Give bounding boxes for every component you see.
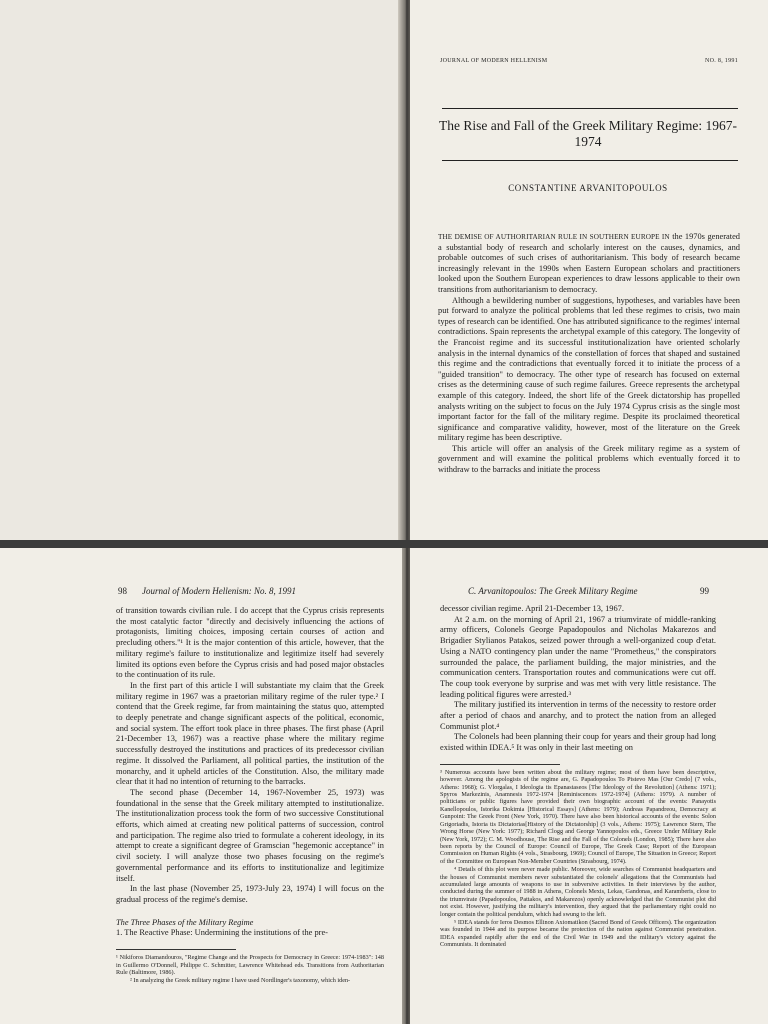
- paragraph: decessor civilian regime. April 21-December 13, 1967.: [440, 604, 624, 613]
- page-98-body: [116, 606, 384, 985]
- paragraph: In the last phase (November 25, 1973-July 23, 1974) I will focus on the gradual process of the regime's demise.: [116, 884, 384, 904]
- paragraph: The military justified its intervention in terms of the necessity to restore order after a period of chaos and anarchy, and to protect the nation from an alleged Communist plot.⁴: [440, 700, 716, 731]
- footnote: ² In analyzing the Greek military regime I have used Nordlinger's taxonomy, which iden-: [130, 977, 351, 985]
- page-99-body: [440, 604, 716, 949]
- title-rule-bottom: [442, 160, 738, 161]
- paragraph: The second phase (December 14, 1967-November 25, 1973) was foundational in the sense that the Greek military attempted to institutionalize. The institutionalization process took the form of two successive Constitutional efforts, which aimed at creating new political patterns of succession, control and participation. The regime also tried to formulate a coherent ideology, in its attempt to create a significant degree of Gramscian "hegemonic acceptance" in civil society. I will analyze those two phases focusing on the regime's governmental performance and its efforts to institutionalize and legitimize itself.: [116, 787, 384, 883]
- running-title: Journal of Modern Hellenism: No. 8, 1991: [142, 586, 296, 596]
- subsection-heading: 1. The Reactive Phase: Undermining the institutions of the pre-: [116, 928, 328, 938]
- page-number: 99: [700, 586, 709, 596]
- paragraph: of transition towards civilian rule. I do accept that the Cyprus crisis represents the most catalytic factor "directly and decisively influencing the actions of protagonists, limiting choices, imposing certain courses of action and precluding others."¹ It is the major contention of this article, however, that the military regime's failure to institutionalize and legitimize itself had severely limited its options even before the Cyprus crisis and had posed major obstacles to the continuation of its rule.: [116, 606, 384, 680]
- journal-header: JOURNAL OF MODERN HELLENISM: [440, 58, 548, 64]
- page-number: 98: [118, 586, 127, 596]
- running-title: C. Arvanitopoulos: The Greek Military Regime: [468, 586, 638, 596]
- paragraph: Although a bewildering number of suggestions, hypotheses, and variables have been put forward to analyze the political problems that led these regimes to crisis, two main types of research can be identified. One has attributed significance to the regimes' internal contradictions. Spain represents the archetypal example of this category. The longevity of the Francoist regime and its successful institutionalization have oriented scholarly analysis in the internal dynamics of the constellation of forces that shaped and sustained this regime and the contradictions that eventually forced it to initiate the process of a "guided transition" to democracy. The other type of research has focused on external crises as the determining cause of such regime failures. Greece represents the archetypal example of this category. Indeed, the short life of the Greek dictatorship has propelled analysts writing on the subject to focus on the July 1974 Cyprus crisis as the single most important factor for the fall of the military regime. Despite its proclaimed theoretical significance and comparative validity, however, most of the literature on the Greek military regime has been descriptive.: [438, 295, 740, 443]
- paragraph: The Colonels had been planning their coup for years and their group had long existed within IDEA.⁵ It was only in their last meeting on: [440, 732, 716, 753]
- footnote: ³ Numerous accounts have been written about the military regime; most of them have been descriptive, however. Among the apologists of the regime are, G. Papadopoulos To Pistevo Mas [Our Credo] (7 vols., Athens: 1968); G. Vlorgalas, I Ideologia tis Epanastaseos [The Ideology of the Revolution] (Athens: 1971); Spyros Markezinis, Anamnesis 1972-1974 [Reminiscences 1972-1974] (Athens: 1979). A number of politicians or public figures have provided their own biographic account of the events: Panayotis Kanellopoulos, Istorika Dokimia [Historical Essays] (Athens: 1979); Andreas Papandreou, Democracy at Gunpoint: The Greek Front (New York, 1970). There have also been historical accounts of the events: Solon Grigoriadis, Istoria tis Dictatorias[History of the Dictatorship] (3 vols., Athens: 1975); Lawrence Stern, The Wrong Horse (New York: 1977); Richard Clogg and George Yannopoulos eds., Greece Under Military Rule (New York, 1972); C. M. Woodhouse, The Rise and the Fall of the Colonels (London, 1985); There have also been reports by the Council of Europe: Council of Europe, The Greek Case; Report of the European Commission on Human Rights (4 vols., Strasbourg, 1969); Council of Europe, The Situation in Greece; Report of the Committee on European Non-Member Countries (Strasbourg, 1974).: [440, 768, 716, 865]
- blank-facing-page: [0, 0, 402, 540]
- article-first-page: [410, 0, 768, 540]
- paragraph-text: the 1970s generated a substantial body of research and scholarly interest on the causes, dynamics, and probable outcomes of such crises of authoritarianism. This body of research became increasingly relevant in the 1990s when Eastern European scholars and practitioners looked upon the Southern European experiences to draw lessons applicable to their own transitions from authoritarianism to democracy.: [438, 232, 740, 294]
- footnote: ¹ Nikiforos Diamandouros, "Regime Change and the Prospects for Democracy in Greece: 1974-1983": 148 in Guillermo O'Donnell, Philippe C. Schmitter, Lawrence Whitehead eds. Transitions from Authoritarian Rule (Baltimore, 1986).: [116, 954, 384, 976]
- lead-paragraph: [438, 232, 740, 296]
- title-rule-top: [442, 108, 738, 109]
- section-heading: The Three Phases of the Military Regime: [116, 917, 254, 927]
- footnote: ⁵ IDEA stands for Ieros Desmos Ellinon Axiomatikon (Sacred Bond of Greek Officers). The organization was founded in 1944 and its purpose became the protection of the nation against Communist penetration. IDEA expanded rapidly after the end of the Civil War in 1949 and the military's victory against the Communists. It dominated: [440, 918, 716, 949]
- article-body: [438, 232, 740, 476]
- footnote-rule: [440, 764, 560, 765]
- footnote: ⁴ Details of this plot were never made public. Moreover, wide searches of Communist headquarters and the houses of Communist members never substantiated the colonels' allegations that the Communists had accumulated large amounts of weapons to use in subversive activities. In their interviews by the author, conducted during the summer of 1988 in Athens, Colonels Mexis, Lekas, Gandonas, and Karamberis, close to the triumvirate (Papadopoulos, Pattakos, and Makarezos) openly acknowledged that the Communist plot did not exist. However, justifying the military's intervention, they argued that the parliamentary right could no longer contain the political pendulum, which had swung to the left.: [440, 866, 716, 918]
- footnote-rule: [116, 949, 236, 950]
- paragraph: In the first part of this article I will substantiate my claim that the Greek military regime in 1967 was a praetorian military regime of the ruler type.² I contend that the Greek regime, far from maintaining the status quo, attempted to deeply penetrate and change significant aspects of the political, economic, and social system. The effort took place in three phases. The first phase (April 21-December 13, 1967) was a reactive phase where the military regime successfully destroyed the institutions and practices of its predecessor civilian regime. It dissolved the Parliament, all political parties, the institution of the monarchy, and it upheld articles of the Constitution. Also, the military made clear that it had no intention of returning to the barracks.: [116, 680, 384, 787]
- lead-caps: THE DEMISE OF AUTHORITARIAN RULE IN SOUTHERN EUROPE IN: [438, 233, 670, 241]
- page-99: [410, 548, 768, 1024]
- scan-separator: [0, 540, 768, 548]
- article-author: CONSTANTINE ARVANITOPOULOS: [508, 183, 668, 193]
- paragraph: At 2 a.m. on the morning of April 21, 1967 a triumvirate of middle-ranking army officers, Colonels George Papadopoulos and Nicholas Makarezos and Brigadier Stylianos Patakos, seized power through a well-organized coup d'etat. Using a NATO contingency plan under the name "Prometheus," the conspirators surrounded the palace, the parliament building, the major ministries, and the communication centers. Transportation routes and communications were cut off. The coup took everyone by surprise and was met with very little resistance. The leading political figures were arrested.³: [440, 614, 716, 699]
- paragraph: This article will offer an analysis of the Greek military regime as a system of government and will examine the political problems which eventually forced it to withdraw to the barracks and initiate the process: [438, 443, 740, 475]
- page-98: [0, 548, 402, 1024]
- article-title: The Rise and Fall of the Greek Military Regime: 1967-1974: [438, 118, 738, 149]
- issue-label: NO. 8, 1991: [705, 58, 738, 64]
